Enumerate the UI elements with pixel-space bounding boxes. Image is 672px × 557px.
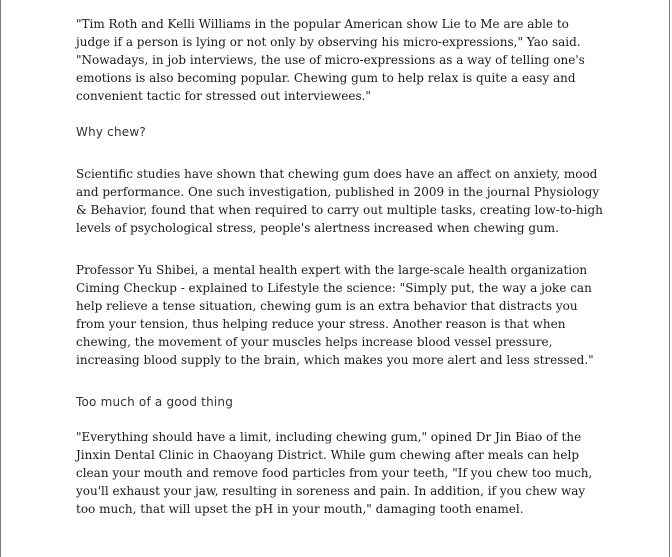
paragraph-dr-jin: "Everything should have a limit, including chewing gum," opined Dr Jin Biao of the Jinxin Dental Clinic in Chaoyang District. While gum chewing after meals can help clean your mouth and remove food particles from your teeth, "If you chew too much, you'll exhaust your jaw, resulting in soreness and pain. In addition, if you chew way too much, that will upset the pH in your mouth," damaging tooth enamel. [76, 430, 593, 516]
subheading-why-chew: Why chew? [76, 125, 146, 139]
paragraph-scientific-studies: Scientific studies have shown that chewing gum does have an affect on anxiety, mood and performance. One such investigation, published in 2009 in the journal Physiology & Behavior, found that when required to carry out multiple tasks, creating low-to-high levels of psychological stress, people's alertness increased when chewing gum. [76, 167, 603, 235]
paragraph-professor-yu: Professor Yu Shibei, a mental health expert with the large-scale health organization Ciming Checkup - explained to Lifestyle the science: "Simply put, the way a joke can help relieve a tense situation, chewing gum is an extra behavior that distracts you from your tension, thus helping reduce your stress. Another reason is that when chewing, the movement of your muscles helps increase blood vessel pressure, increasing blood supply to the brain, which makes you more alert and less stressed." [76, 263, 594, 367]
subheading-too-much: Too much of a good thing [76, 395, 234, 409]
article-body [76, 15, 606, 518]
paragraph-micro-expressions: "Tim Roth and Kelli Williams in the popular American show Lie to Me are able to judge if a person is lying or not only by observing his micro-expressions," Yao said. "Nowadays, in job interviews, the use of micro-expressions as a way of telling one's emotions is also becoming popular. Chewing gum to help relax is quite a easy and convenient tactic for stressed out interviewees." [76, 17, 585, 103]
